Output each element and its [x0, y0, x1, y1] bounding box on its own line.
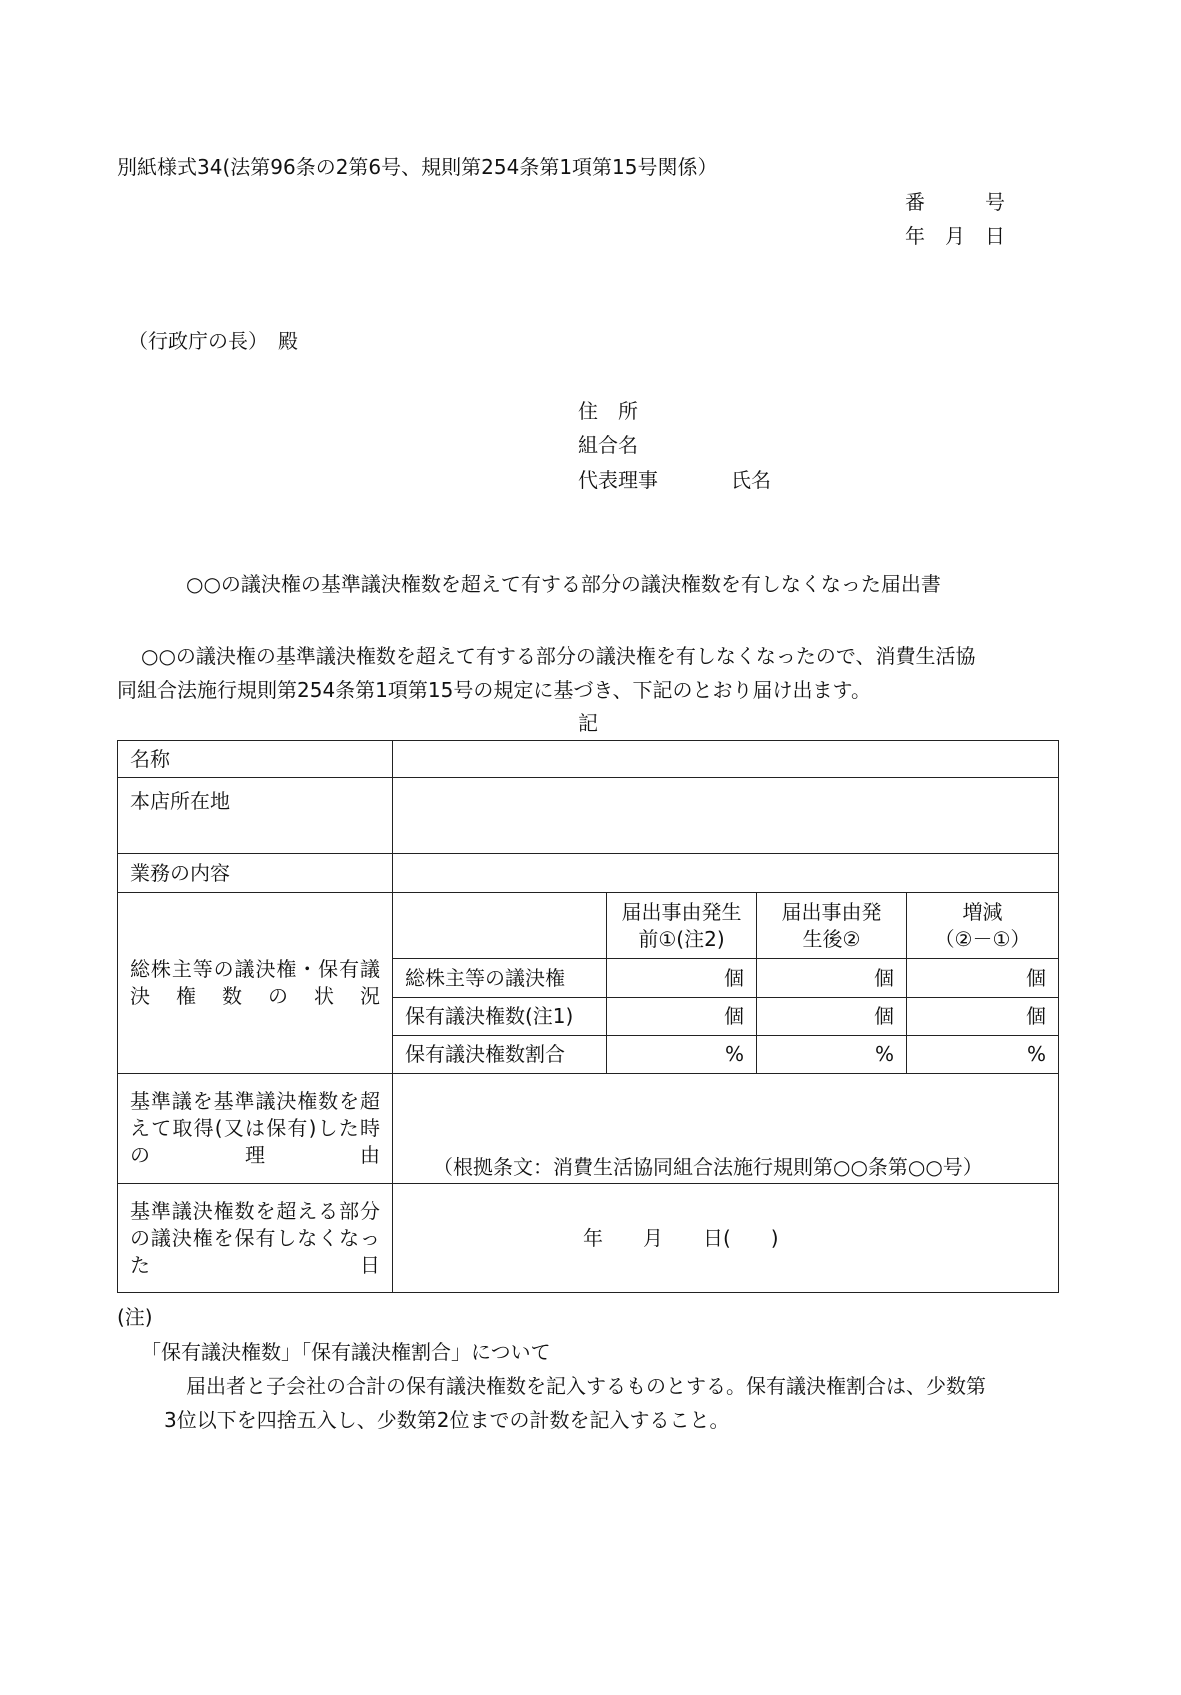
col-change-title: 増減	[962, 899, 1003, 924]
notes-subject: 「保有議決権数」「保有議決権割合」について	[141, 1340, 551, 1364]
col-change-header	[907, 893, 1059, 959]
reason-label: 基準議を基準議決権数を超えて取得(又は保有)した時の理由	[118, 1074, 393, 1184]
business-value-cell	[393, 854, 1059, 893]
date-label: 基準議決権数を超える部分の議決権を保有しなくなった日	[118, 1184, 393, 1293]
date-value-cell	[393, 1184, 1059, 1293]
ki-heading: 記	[578, 711, 598, 735]
head-office-value-cell	[393, 778, 1059, 854]
number-line: 番 号	[905, 190, 1005, 214]
form-reference: 別紙様式34(法第96条の2第6号、規則第254条第1項第15号関係）	[117, 155, 718, 179]
business-label: 業務の内容	[118, 854, 393, 893]
legal-basis-cell	[393, 1074, 1059, 1184]
row-ratio-before-unit: %	[607, 1036, 757, 1074]
row-ratio-change-unit: %	[907, 1036, 1059, 1074]
legal-basis-text: （根拠条文：消費生活協同組合法施行規則第○○条第○○号）	[433, 1155, 983, 1179]
addressee: （行政庁の長） 殿	[128, 329, 298, 353]
row-held-label: 保有議決権数(注1)	[393, 998, 607, 1036]
sender-representative-label: 代表理事	[578, 468, 658, 492]
row-total-label: 総株主等の議決権	[393, 959, 607, 998]
row-held-change-unit: 個	[907, 998, 1059, 1036]
sender-address-label: 住 所	[578, 399, 638, 423]
sender-name-label: 氏名	[731, 468, 771, 492]
row-held-after-unit: 個	[757, 998, 907, 1036]
date-line: 年 月 日	[905, 224, 1005, 248]
body-line-2: 同組合法施行規則第254条第1項第15号の規定に基づき、下記のとおり届け出ます。	[117, 678, 871, 702]
notes-text-line-2: 3位以下を四捨五入し、少数第2位までの計数を記入すること。	[164, 1408, 730, 1432]
row-held-before-unit: 個	[607, 998, 757, 1036]
row-ratio-after-unit: %	[757, 1036, 907, 1074]
notes-header: (注)	[117, 1305, 153, 1329]
col-after-header: 届出事由発生後②	[757, 893, 907, 959]
head-office-label: 本店所在地	[118, 778, 393, 854]
col-before-header: 届出事由発生前①(注2)	[607, 893, 757, 959]
status-label: 総株主等の議決権・保有議決権数の状況	[118, 893, 393, 1074]
sender-coop-name-label: 組合名	[578, 433, 638, 457]
row-ratio-label: 保有議決権数割合	[393, 1036, 607, 1074]
document-title: ○○の議決権の基準議決権数を超えて有する部分の議決権数を有しなくなった届出書	[186, 572, 941, 596]
date-value: 年 月 日( )	[583, 1225, 779, 1250]
notification-table	[117, 740, 1059, 1293]
body-line-1: ○○の議決権の基準議決権数を超えて有する部分の議決権を有しなくなったので、消費生活協	[141, 644, 976, 668]
col-change-formula: （②－①）	[934, 926, 1031, 951]
name-value-cell	[393, 741, 1059, 778]
row-total-before-unit: 個	[607, 959, 757, 998]
status-blank-header	[393, 893, 607, 959]
row-total-after-unit: 個	[757, 959, 907, 998]
name-label: 名称	[118, 741, 393, 778]
row-total-change-unit: 個	[907, 959, 1059, 998]
notes-text-line-1: 届出者と子会社の合計の保有議決権数を記入するものとする。保有議決権割合は、少数第	[186, 1374, 986, 1398]
